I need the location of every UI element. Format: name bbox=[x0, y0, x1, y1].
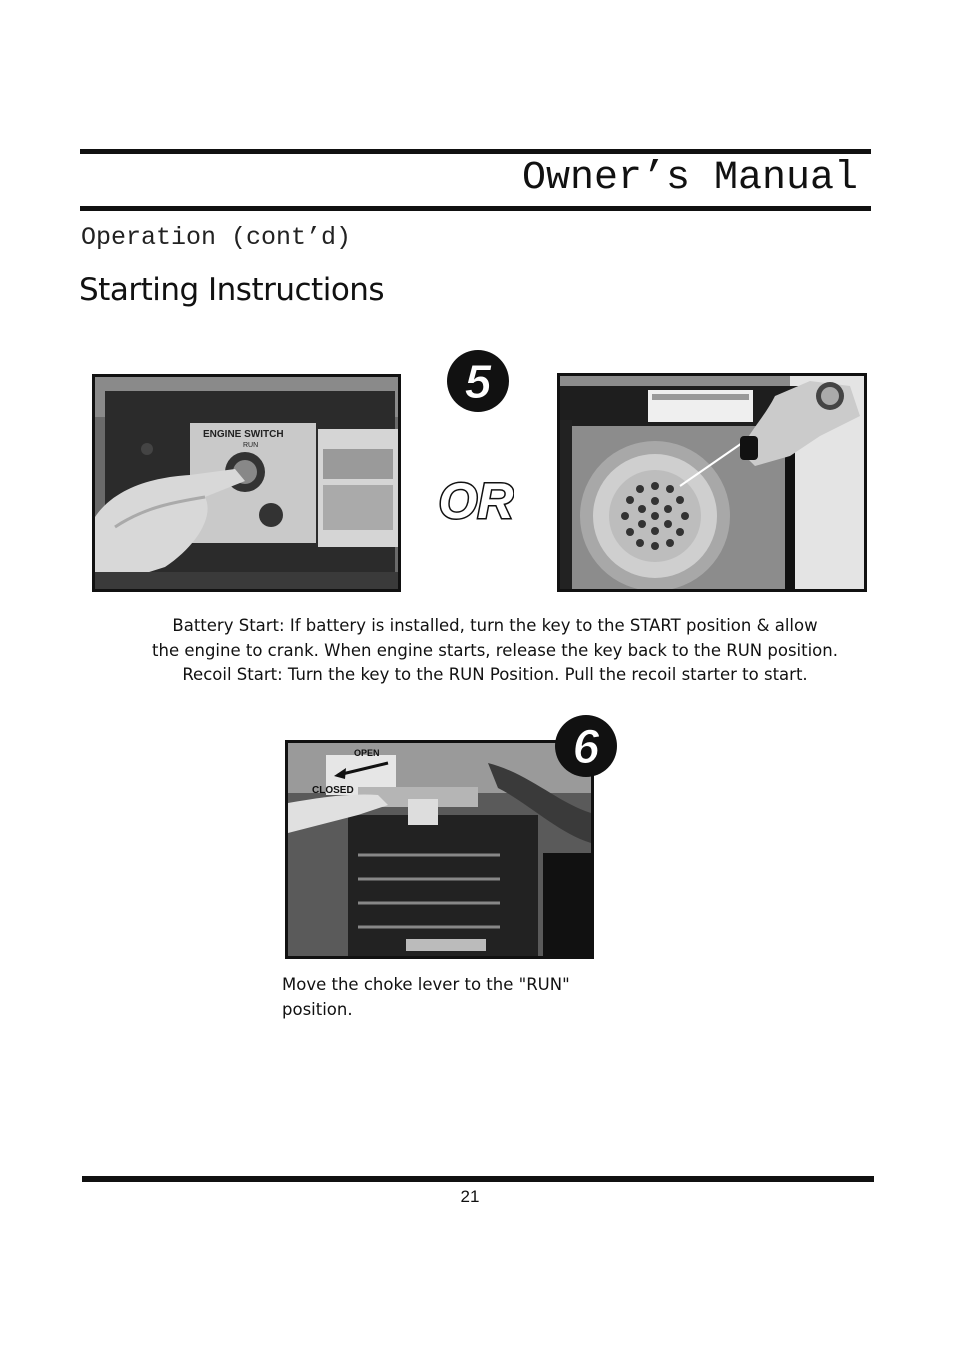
recoil-starter-photo bbox=[557, 373, 867, 592]
step-5-caption bbox=[100, 614, 890, 688]
header-top-rule bbox=[80, 149, 871, 154]
run-label: RUN bbox=[243, 442, 259, 449]
or-text: OR bbox=[438, 474, 514, 524]
section-title: Starting Instructions bbox=[79, 272, 385, 308]
step-6-caption-line-2: position. bbox=[282, 999, 353, 1019]
step-6-caption-line-1: Move the choke lever to the "RUN" bbox=[282, 975, 570, 994]
or-label bbox=[438, 474, 514, 524]
choke-lever-photo bbox=[285, 740, 594, 959]
step-6-badge bbox=[554, 714, 618, 778]
engine-switch-photo bbox=[92, 374, 401, 592]
step-5-caption-line-1: Battery Start: If battery is installed, turn the key to the START position & allow bbox=[172, 616, 818, 635]
closed-label: CLOSED bbox=[312, 785, 354, 796]
step-6-caption bbox=[282, 973, 602, 1022]
step-6-number: 6 bbox=[572, 721, 600, 774]
step-5-caption-line-2: the engine to crank. When engine starts, release the key back to the RUN position. bbox=[152, 640, 838, 660]
step-5-badge bbox=[446, 349, 510, 413]
page-number: 21 bbox=[460, 1187, 480, 1206]
open-label: OPEN bbox=[354, 748, 380, 758]
footer-rule bbox=[82, 1176, 874, 1182]
header-bottom-rule bbox=[80, 206, 871, 211]
engine-switch-label: ENGINE SWITCH bbox=[203, 429, 284, 440]
manual-title: Owner’s Manual bbox=[521, 156, 858, 201]
step-5-number: 5 bbox=[464, 356, 492, 409]
step-5-caption-line-3: Recoil Start: Turn the key to the RUN Position. Pull the recoil starter to start. bbox=[182, 665, 808, 684]
operation-subtitle: Operation (cont’d) bbox=[81, 223, 352, 252]
